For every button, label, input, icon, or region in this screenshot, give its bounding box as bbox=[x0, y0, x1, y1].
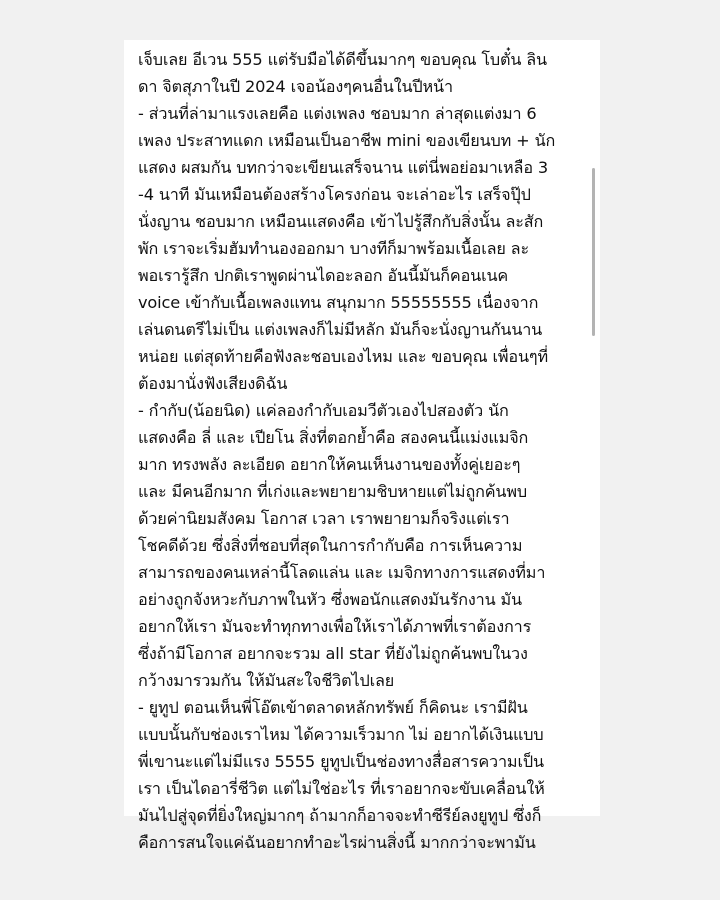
text-line: และ มีคนอีกมาก ที่เก่งและพยายามชิบหายแต่ไม่ถูกค้นพบ bbox=[138, 482, 527, 501]
text-line: - ยูทูป ตอนเห็นพี่โอ๊ตเข้าตลาดหลักทรัพย์ ก็คิดนะ เรามีฝัน bbox=[138, 698, 528, 717]
scrollbar[interactable] bbox=[592, 168, 595, 336]
text-line: อยากให้เรา มันจะทำทุกทางเพื่อให้เราได้ภาพที่เราต้องการ bbox=[138, 617, 532, 636]
text-line: เพลง ประสาทแดก เหมือนเป็นอาชีพ mini ของเขียนบท + นัก bbox=[138, 131, 556, 150]
text-body bbox=[138, 46, 596, 856]
text-line: ต้องมานั่งฟังเสียงดิฉัน bbox=[138, 374, 288, 393]
text-line: พี่เขานะแต่ไม่มีแรง 5555 ยูทูปเป็นช่องทางสื่อสารความเป็น bbox=[138, 752, 544, 771]
text-page bbox=[124, 40, 600, 852]
text-line: เล่นดนตรีไม่เป็น แต่งเพลงก็ไม่มีหลัก มันก็จะนั่งญานกันนาน bbox=[138, 320, 543, 339]
text-line: คือการสนใจแค่ฉันอยากทำอะไรผ่านสิ่งนี้ มากกว่าจะพามัน bbox=[138, 833, 536, 852]
text-line: ซึ่งถ้ามีโอกาส อยากจะรวม all star ที่ยังไม่ถูกค้นพบในวง bbox=[138, 644, 528, 663]
text-line: เจ็บเลย อีเวน 555 แต่รับมือได้ดีขึ้นมากๆ ขอบคุณ โบตั๋น ลิน bbox=[138, 50, 547, 69]
text-line: แสดงคือ ลี่ และ เปียโน สิ่งที่ตอกย้ำคือ สองคนนี้แม่งแมจิก bbox=[138, 428, 529, 447]
text-line: - ส่วนที่ล่ามาแรงเลยคือ แต่งเพลง ชอบมาก ล่าสุดแต่งมา 6 bbox=[138, 104, 537, 123]
text-line: พัก เราจะเริ่มฮัมทำนองออกมา บางทีก็มาพร้อมเนื้อเลย ละ bbox=[138, 239, 529, 258]
text-line: มาก ทรงพลัง ละเอียด อยากให้คนเห็นงานของทั้งคู่เยอะๆ bbox=[138, 455, 521, 474]
text-line: อย่างถูกจังหวะกับภาพในหัว ซึ่งพอนักแสดงมันรักงาน มัน bbox=[138, 590, 522, 609]
text-line: เรา เป็นไดอารี่ชีวิต แต่ไม่ใช่อะไร ที่เราอยากจะขับเคลื่อนให้ bbox=[138, 779, 545, 798]
text-line: หน่อย แต่สุดท้ายคือฟังละชอบเองไหม และ ขอบคุณ เพื่อนๆที่ bbox=[138, 347, 548, 366]
text-line: -4 นาที มันเหมือนต้องสร้างโครงก่อน จะเล่าอะไร เสร็จปุ๊ป bbox=[138, 185, 531, 204]
text-line: มันไปสู่จุดที่ยิ่งใหญ่มากๆ ถ้ามากก็อาจจะทำซีรีย์ลงยูทูป ซึ่งก็ bbox=[138, 806, 542, 825]
text-line: กว้างมารวมกัน ให้มันสะใจชีวิตไปเลย bbox=[138, 671, 395, 690]
text-line: ด้วยค่านิยมสังคม โอกาส เวลา เราพยายามก็จริงแต่เรา bbox=[138, 509, 510, 528]
text-line: แสดง ผสมกัน บทกว่าจะเขียนเสร็จนาน แต่นี่พอย่อมาเหลือ 3 bbox=[138, 158, 549, 177]
text-line: นั่งญาน ชอบมาก เหมือนแสดงคือ เข้าไปรู้สึกกับสิ่งนั้น ละสัก bbox=[138, 212, 544, 231]
text-line: สามารถของคนเหล่านี้โลดแล่น และ เมจิกทางการแสดงที่มา bbox=[138, 563, 546, 582]
text-line: ดา จิตสุภาในปี 2024 เจอน้องๆคนอื่นในปีหน้า bbox=[138, 77, 453, 96]
text-line: พอเรารู้สึก ปกติเราพูดผ่านไดอะลอก อันนี้มันก็คอนเนค bbox=[138, 266, 509, 285]
text-line: โชคดีด้วย ซึ่งสิ่งที่ชอบที่สุดในการกำกับคือ การเห็นความ bbox=[138, 536, 523, 555]
text-line: voice เข้ากับเนื้อเพลงแทน สนุกมาก 55555555 เนื่องจาก bbox=[138, 293, 539, 312]
text-line: - กำกับ(น้อยนิด) แค่ลองกำกับเอมวีตัวเองไปสองตัว นัก bbox=[138, 401, 509, 420]
text-line: แบบนั้นกับช่องเราไหม ได้ความเร็วมาก ไม่ อยากได้เงินแบบ bbox=[138, 725, 544, 744]
